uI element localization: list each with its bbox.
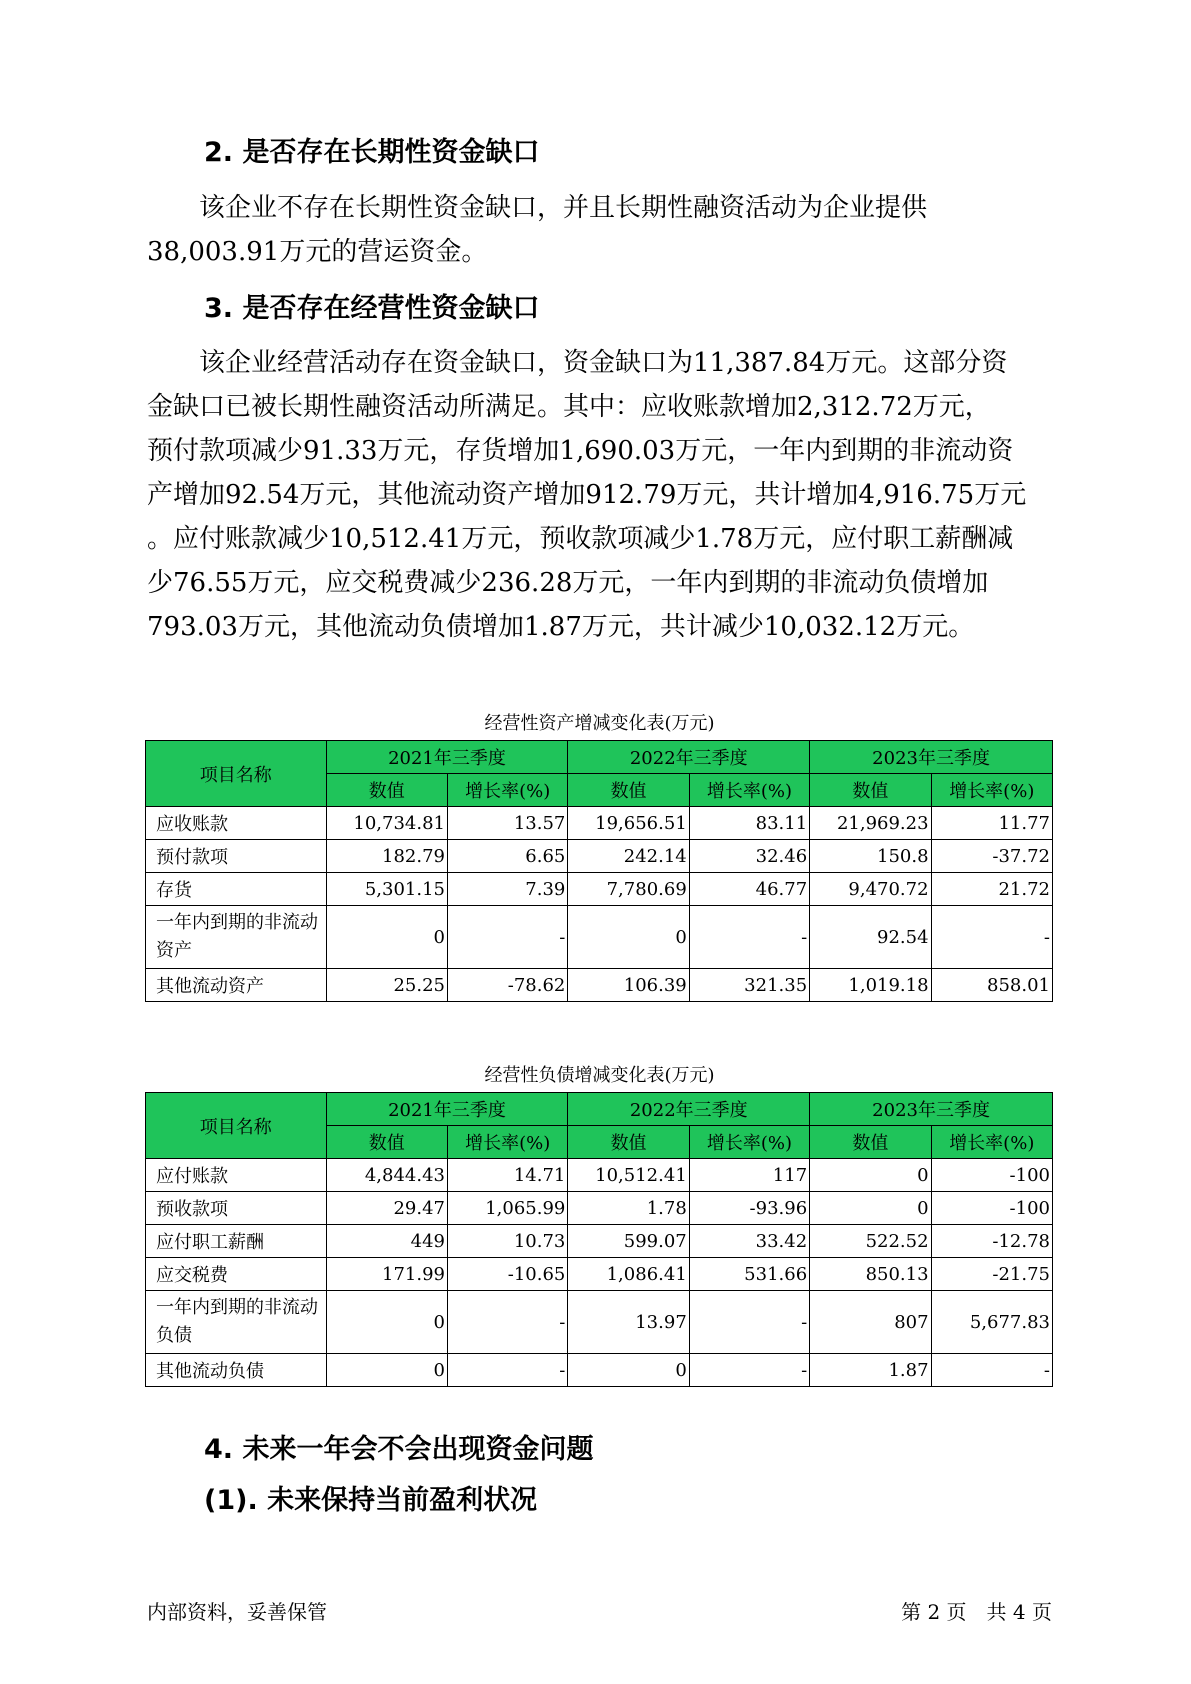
- header-value: 数值: [568, 774, 689, 807]
- cell-growth-rate: 10.73: [447, 1225, 567, 1258]
- header-growth: 增长率(%): [689, 774, 809, 807]
- table-row: [146, 1159, 1053, 1192]
- cell-value: 0: [568, 1354, 689, 1387]
- table-row: [146, 969, 1053, 1002]
- cell-value: 1,086.41: [568, 1258, 689, 1291]
- cell-growth-rate: 11.77: [931, 807, 1052, 840]
- paragraph-line: 该企业不存在长期性资金缺口，并且长期性融资活动为企业提供: [147, 193, 928, 223]
- footer-page-number: 第 2 页 共 4 页: [901, 1600, 1052, 1624]
- row-item-name: 其他流动负债: [146, 1354, 327, 1387]
- paragraph-line: 金缺口已被长期性融资活动所满足。其中：应收账款增加2,312.72万元，: [147, 392, 991, 422]
- row-item-name: 一年内到期的非流动负债: [146, 1291, 327, 1354]
- paragraph-line: 该企业经营活动存在资金缺口，资金缺口为11,387.84万元。这部分资: [147, 348, 1008, 378]
- cell-value: 807: [810, 1291, 931, 1354]
- cell-growth-rate: -21.75: [931, 1258, 1052, 1291]
- cell-growth-rate: 5,677.83: [931, 1291, 1052, 1354]
- table-row: [146, 1354, 1053, 1387]
- cell-value: 850.13: [810, 1258, 931, 1291]
- cell-growth-rate: -12.78: [931, 1225, 1052, 1258]
- section3-paragraph: [147, 341, 1055, 649]
- section3-title: 3. 是否存在经营性资金缺口: [204, 293, 540, 324]
- header-value: 数值: [810, 774, 931, 807]
- header-growth: 增长率(%): [689, 1126, 809, 1159]
- cell-growth-rate: -100: [931, 1159, 1052, 1192]
- operating-assets-table: [145, 740, 1053, 1002]
- row-item-name: 应收账款: [146, 807, 327, 840]
- cell-value: 1.78: [568, 1192, 689, 1225]
- header-period: 2021年三季度: [326, 1093, 568, 1126]
- cell-growth-rate: 14.71: [447, 1159, 567, 1192]
- header-period: 2022年三季度: [568, 1093, 810, 1126]
- table1-caption: 经营性资产增减变化表(万元): [484, 713, 715, 734]
- table-row: [146, 873, 1053, 906]
- row-item-name: 其他流动资产: [146, 969, 327, 1002]
- section4-subtitle: (1). 未来保持当前盈利状况: [204, 1485, 538, 1516]
- cell-value: 29.47: [326, 1192, 447, 1225]
- paragraph-line: 793.03万元，其他流动负债增加1.87万元，共计减少10,032.12万元。: [147, 612, 975, 642]
- cell-growth-rate: -: [931, 906, 1052, 969]
- header-value: 数值: [568, 1126, 689, 1159]
- section2-title: 2. 是否存在长期性资金缺口: [204, 137, 540, 168]
- header-item-name: 项目名称: [146, 741, 327, 807]
- cell-value: 150.8: [810, 840, 931, 873]
- cell-value: 0: [326, 1354, 447, 1387]
- cell-value: 0: [326, 906, 447, 969]
- cell-growth-rate: -37.72: [931, 840, 1052, 873]
- header-value: 数值: [326, 774, 447, 807]
- cell-value: 9,470.72: [810, 873, 931, 906]
- cell-value: 13.97: [568, 1291, 689, 1354]
- footer-left: 内部资料，妥善保管: [147, 1600, 327, 1624]
- cell-growth-rate: 7.39: [447, 873, 567, 906]
- header-period: 2023年三季度: [810, 1093, 1053, 1126]
- header-growth: 增长率(%): [931, 774, 1052, 807]
- row-item-name: 存货: [146, 873, 327, 906]
- table-row: [146, 906, 1053, 969]
- cell-growth-rate: 21.72: [931, 873, 1052, 906]
- cell-value: 0: [810, 1159, 931, 1192]
- section2-paragraph: [147, 186, 1055, 274]
- cell-value: 242.14: [568, 840, 689, 873]
- cell-growth-rate: -: [689, 906, 809, 969]
- table2-caption: 经营性负债增减变化表(万元): [484, 1065, 715, 1086]
- table-row: [146, 1291, 1053, 1354]
- cell-growth-rate: -: [447, 906, 567, 969]
- header-growth: 增长率(%): [931, 1126, 1052, 1159]
- header-growth: 增长率(%): [447, 774, 567, 807]
- cell-growth-rate: 321.35: [689, 969, 809, 1002]
- cell-value: 10,734.81: [326, 807, 447, 840]
- table-row: [146, 840, 1053, 873]
- header-value: 数值: [810, 1126, 931, 1159]
- row-item-name: 应付账款: [146, 1159, 327, 1192]
- cell-value: 1,019.18: [810, 969, 931, 1002]
- cell-value: 522.52: [810, 1225, 931, 1258]
- cell-growth-rate: 83.11: [689, 807, 809, 840]
- cell-growth-rate: 531.66: [689, 1258, 809, 1291]
- cell-growth-rate: 13.57: [447, 807, 567, 840]
- cell-growth-rate: 1,065.99: [447, 1192, 567, 1225]
- cell-value: 7,780.69: [568, 873, 689, 906]
- cell-growth-rate: 46.77: [689, 873, 809, 906]
- cell-value: 4,844.43: [326, 1159, 447, 1192]
- section4-title: 4. 未来一年会不会出现资金问题: [204, 1434, 594, 1465]
- cell-value: 0: [568, 906, 689, 969]
- cell-value: 0: [810, 1192, 931, 1225]
- cell-growth-rate: -: [447, 1354, 567, 1387]
- cell-value: 106.39: [568, 969, 689, 1002]
- row-item-name: 应交税费: [146, 1258, 327, 1291]
- cell-growth-rate: 6.65: [447, 840, 567, 873]
- cell-growth-rate: -: [447, 1291, 567, 1354]
- table-row: [146, 807, 1053, 840]
- cell-growth-rate: -100: [931, 1192, 1052, 1225]
- paragraph-line: 预付款项减少91.33万元，存货增加1,690.03万元，一年内到期的非流动资: [147, 436, 1014, 466]
- cell-growth-rate: 33.42: [689, 1225, 809, 1258]
- row-item-name: 预收款项: [146, 1192, 327, 1225]
- header-item-name: 项目名称: [146, 1093, 327, 1159]
- paragraph-line: 少76.55万元，应交税费减少236.28万元，一年内到期的非流动负债增加: [147, 568, 989, 598]
- cell-value: 19,656.51: [568, 807, 689, 840]
- cell-value: 599.07: [568, 1225, 689, 1258]
- cell-value: 0: [326, 1291, 447, 1354]
- cell-value: 1.87: [810, 1354, 931, 1387]
- cell-growth-rate: -10.65: [447, 1258, 567, 1291]
- table-row: [146, 1225, 1053, 1258]
- cell-growth-rate: -: [689, 1354, 809, 1387]
- cell-growth-rate: -: [689, 1291, 809, 1354]
- paragraph-line: 产增加92.54万元，其他流动资产增加912.79万元，共计增加4,916.75万元: [147, 480, 1027, 510]
- header-period: 2023年三季度: [810, 741, 1053, 774]
- row-item-name: 一年内到期的非流动资产: [146, 906, 327, 969]
- table-row: [146, 1258, 1053, 1291]
- cell-value: 182.79: [326, 840, 447, 873]
- table-row: [146, 1192, 1053, 1225]
- cell-value: 21,969.23: [810, 807, 931, 840]
- header-growth: 增长率(%): [447, 1126, 567, 1159]
- cell-growth-rate: 858.01: [931, 969, 1052, 1002]
- cell-growth-rate: -78.62: [447, 969, 567, 1002]
- operating-liabilities-table: [145, 1092, 1053, 1387]
- row-item-name: 预付款项: [146, 840, 327, 873]
- cell-value: 92.54: [810, 906, 931, 969]
- cell-value: 25.25: [326, 969, 447, 1002]
- cell-value: 449: [326, 1225, 447, 1258]
- cell-value: 10,512.41: [568, 1159, 689, 1192]
- header-value: 数值: [326, 1126, 447, 1159]
- header-period: 2021年三季度: [326, 741, 568, 774]
- paragraph-line: 38,003.91万元的营运资金。: [147, 237, 488, 267]
- cell-growth-rate: 32.46: [689, 840, 809, 873]
- cell-growth-rate: -93.96: [689, 1192, 809, 1225]
- header-period: 2022年三季度: [568, 741, 810, 774]
- paragraph-line: 。应付账款减少10,512.41万元，预收款项减少1.78万元，应付职工薪酬减: [147, 524, 1014, 554]
- cell-growth-rate: -: [931, 1354, 1052, 1387]
- cell-value: 171.99: [326, 1258, 447, 1291]
- row-item-name: 应付职工薪酬: [146, 1225, 327, 1258]
- cell-value: 5,301.15: [326, 873, 447, 906]
- cell-growth-rate: 117: [689, 1159, 809, 1192]
